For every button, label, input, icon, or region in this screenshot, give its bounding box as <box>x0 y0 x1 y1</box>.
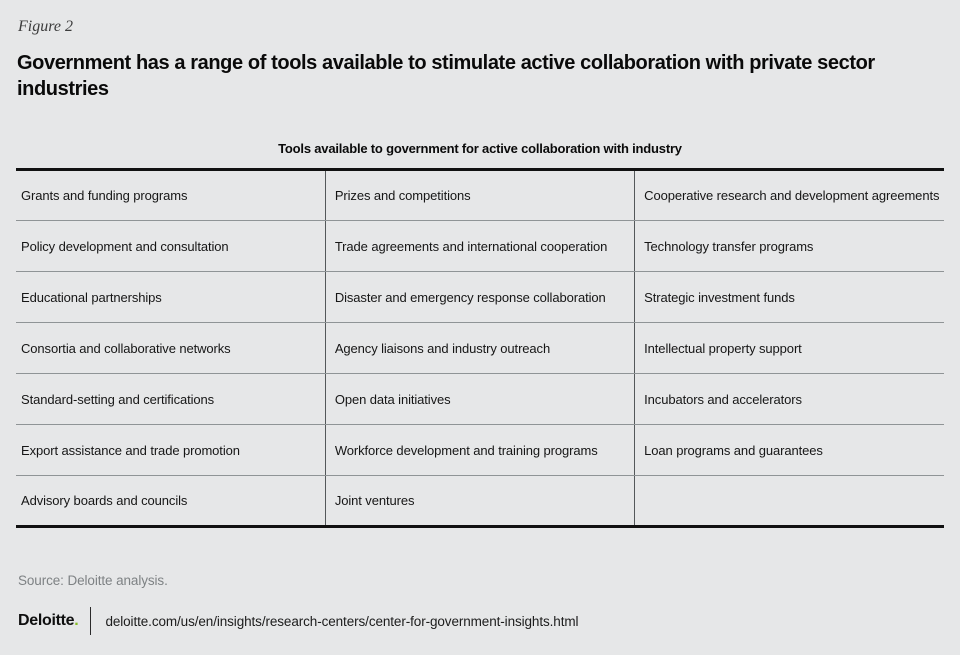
table-cell: Educational partnerships <box>16 272 325 323</box>
figure-label: Figure 2 <box>18 18 73 35</box>
table-cell <box>635 476 944 527</box>
deloitte-logo <box>18 612 78 630</box>
table-row <box>16 170 944 221</box>
table-cell: Technology transfer programs <box>635 221 944 272</box>
table-cell: Disaster and emergency response collaboration <box>325 272 634 323</box>
table-cell: Export assistance and trade promotion <box>16 425 325 476</box>
table-row <box>16 323 944 374</box>
tools-table <box>16 168 944 528</box>
table-cell: Intellectual property support <box>635 323 944 374</box>
table-caption: Tools available to government for active collaboration with industry <box>278 141 682 156</box>
table-cell: Advisory boards and councils <box>16 476 325 527</box>
table-cell: Trade agreements and international cooperation <box>325 221 634 272</box>
table-cell: Standard-setting and certifications <box>16 374 325 425</box>
table-cell: Policy development and consultation <box>16 221 325 272</box>
table-row <box>16 272 944 323</box>
table-row <box>16 476 944 527</box>
table-cell: Open data initiatives <box>325 374 634 425</box>
deloitte-logo-text: Deloitte <box>18 612 75 629</box>
table-cell: Consortia and collaborative networks <box>16 323 325 374</box>
table-cell: Prizes and competitions <box>325 170 634 221</box>
table-cell: Loan programs and guarantees <box>635 425 944 476</box>
source-note: Source: Deloitte analysis. <box>18 573 168 588</box>
table-cell: Incubators and accelerators <box>635 374 944 425</box>
footer-url-link[interactable]: deloitte.com/us/en/insights/research-centers/center-for-government-insights.html <box>105 613 579 629</box>
table-cell: Agency liaisons and industry outreach <box>325 323 634 374</box>
table-row <box>16 425 944 476</box>
table-cell: Workforce development and training programs <box>325 425 634 476</box>
table-cell: Joint ventures <box>325 476 634 527</box>
figure-title: Government has a range of tools available to stimulate active collaboration with private sector industries <box>17 52 875 100</box>
table-cell: Cooperative research and development agreements <box>635 170 944 221</box>
table-row <box>16 374 944 425</box>
table-cell: Grants and funding programs <box>16 170 325 221</box>
table-cell: Strategic investment funds <box>635 272 944 323</box>
deloitte-logo-green-dot: . <box>74 612 79 629</box>
table-row <box>16 221 944 272</box>
footer-logo-row <box>18 606 578 636</box>
footer-divider <box>90 607 91 635</box>
